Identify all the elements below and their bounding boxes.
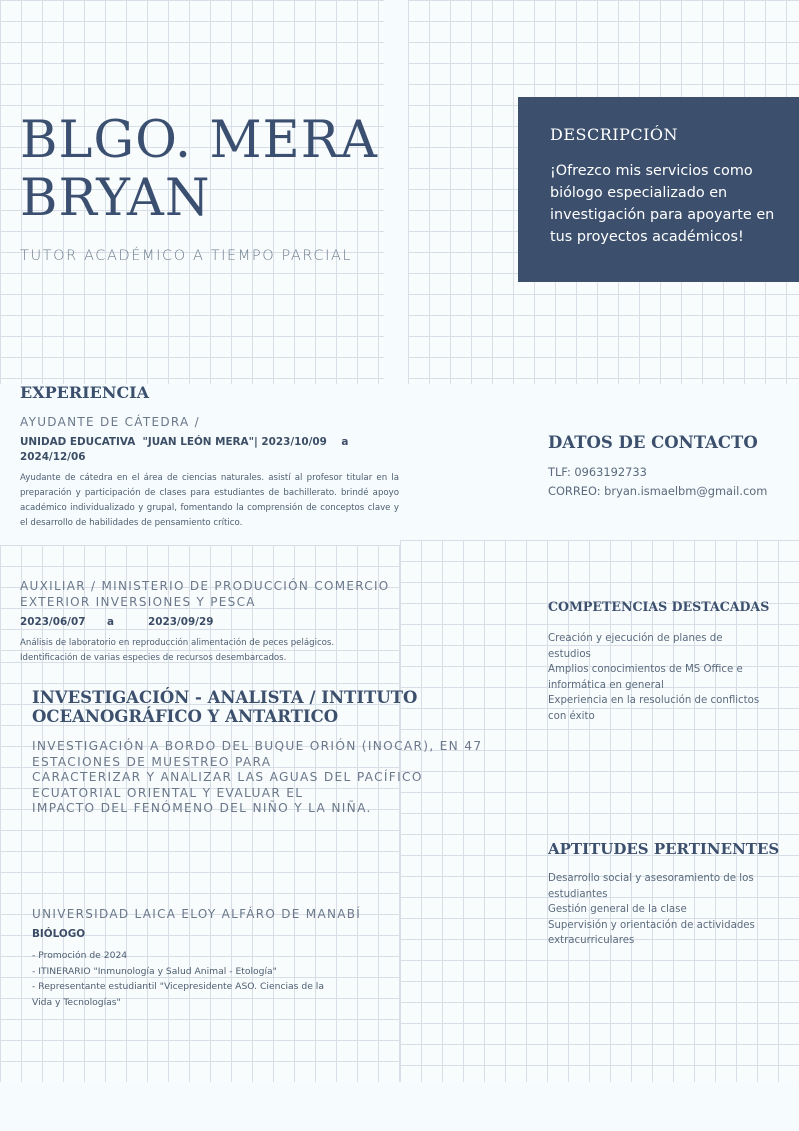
job3-title-line-1: INVESTIGACIÓN - ANALISTA / INTITUTO xyxy=(32,688,418,707)
contact-email: CORREO: bryan.ismaelbm@gmail.com xyxy=(548,484,768,498)
education-items xyxy=(32,948,324,1010)
education-item: - Promoción de 2024 xyxy=(32,950,128,961)
description-box xyxy=(518,97,799,282)
job-subtitle: TUTOR ACADÉMICO A TIEMPO PARCIAL xyxy=(20,248,353,264)
education-institution: UNIVERSIDAD LAICA ELOY ALFÁRO DE MANABÍ xyxy=(32,907,362,921)
competency-line: estudios xyxy=(548,648,591,660)
competency-line: Experiencia en la resolución de conflictos xyxy=(548,695,760,706)
job3-line: ECUATORIAL ORIENTAL Y EVALUAR EL xyxy=(32,785,304,800)
experience-title: EXPERIENCIA xyxy=(20,383,150,402)
job3-description xyxy=(32,739,482,817)
contact-title: DATOS DE CONTACTO xyxy=(548,433,758,452)
candidate-name xyxy=(20,112,420,228)
job3-line: CARACTERIZAR Y ANALIZAR LAS AGUAS DEL PACÍFICO xyxy=(32,770,423,784)
education-degree: BIÓLOGO xyxy=(32,928,86,940)
description-title: DESCRIPCIÓN xyxy=(550,125,679,144)
job2-date-end: 2023/09/29 xyxy=(148,616,214,628)
competencies-list xyxy=(548,631,759,724)
competency-line: con éxito xyxy=(548,710,595,722)
competencies-title: COMPETENCIAS DESTACADAS xyxy=(548,599,770,614)
aptitude-line: estudiantes xyxy=(548,888,608,900)
aptitudes-list xyxy=(548,871,755,949)
job2-date-start: 2023/06/07 xyxy=(20,616,86,628)
competency-line: Creación y ejecución de planes de xyxy=(548,633,723,644)
education-item: - ITINERARIO "Inmunología y Salud Animal - Etología" xyxy=(32,965,277,977)
aptitude-line: Desarrollo social y asesoramiento de los xyxy=(548,873,754,884)
contact-phone: TLF: 0963192733 xyxy=(548,465,647,479)
job1-role: AYUDANTE DE CÁTEDRA / xyxy=(20,415,200,429)
competency-line: Amplios conocimientos de MS Office e xyxy=(548,664,743,675)
name-line-1: BLGO. MERA xyxy=(20,111,379,170)
job3-line: INVESTIGACIÓN A BORDO DEL BUQUE ORIÓN (INOCAR), EN 47 xyxy=(32,739,483,753)
competency-line: informática en general xyxy=(548,679,664,691)
description-text: ¡Ofrezco mis servicios como biólogo especializado en investigación para apoyarte en tus proyectos académicos! xyxy=(550,163,775,245)
job1-org-line-2: 2024/12/06 xyxy=(20,451,86,463)
name-line-2: BRYAN xyxy=(20,169,211,228)
education-item: Vida y Tecnologías" xyxy=(32,996,121,1008)
job3-line: ESTACIONES DE MUESTREO PARA xyxy=(32,754,272,769)
job2-role-line-2: EXTERIOR INVERSIONES Y PESCA xyxy=(20,595,256,609)
job3-title-line-2: OCEANOGRÁFICO Y ANTARTICO xyxy=(32,707,339,726)
job3-line: IMPACTO DEL FENÓMENO DEL NIÑO Y LA NIÑA. xyxy=(32,801,372,815)
aptitudes-title: APTITUDES PERTINENTES xyxy=(548,840,780,858)
aptitude-line: extracurriculares xyxy=(548,935,635,946)
job1-org-line-1: UNIDAD EDUCATIVA "JUAN LEÓN MERA"| 2023/10/09 a xyxy=(20,436,349,448)
aptitude-line: Gestión general de la clase xyxy=(548,904,687,915)
job1-description: Ayudante de cátedra en el área de ciencias naturales. asistí al profesor titular en la preparación y participación de clases para estudiantes de bachillerato. brindé apoyo académico individualizado y grupal, fomentando la comprensión de conceptos clave y el desarrollo de habilidades de pensamiento crítico. xyxy=(20,473,399,528)
job2-text-line-1: Análisis de laboratorio en reproducción alimentación de peces pelágicos. xyxy=(20,638,335,648)
job2-text-line-2: Identificación de varias especies de recursos desembarcados. xyxy=(20,653,287,663)
job2-role-line-1: AUXILIAR / MINISTERIO DE PRODUCCIÓN COMERCIO xyxy=(20,579,390,593)
aptitude-line: Supervisión y orientación de actividades xyxy=(548,919,755,931)
education-item: - Representante estudiantil "Vicepresidente ASO. Ciencias de la xyxy=(32,981,324,992)
job2-date-separator: a xyxy=(107,616,115,628)
